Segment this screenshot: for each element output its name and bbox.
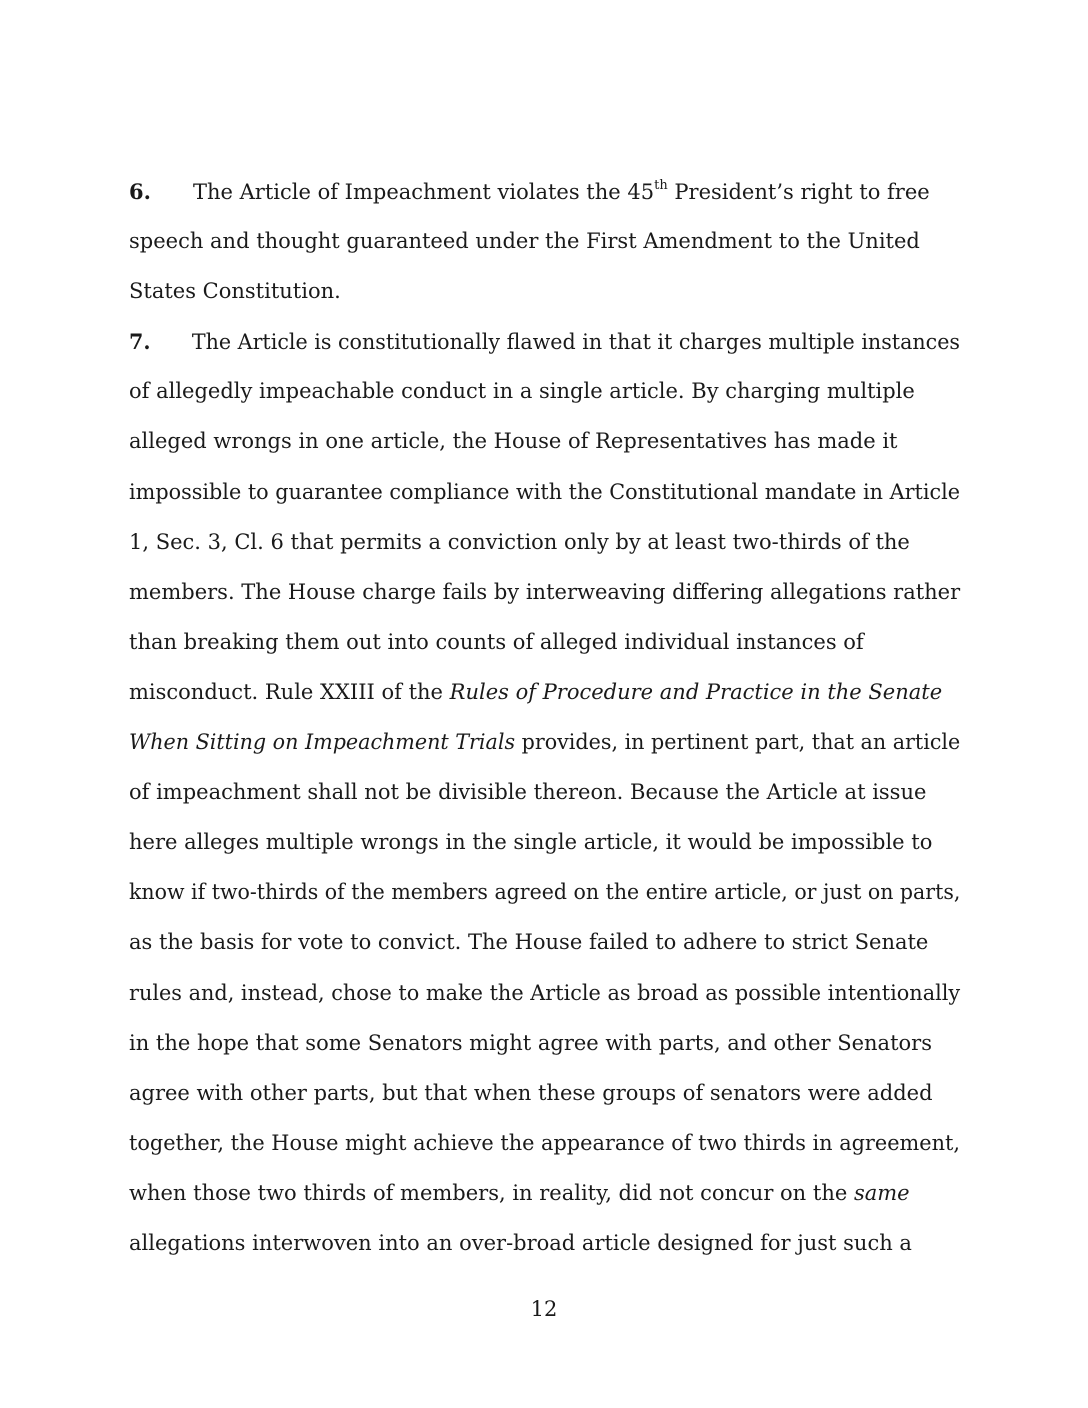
text-span: provides, in pertinent part, that an article [515, 730, 961, 754]
text-span: The Article of Impeachment violates the 45 [193, 180, 655, 204]
text-span: President’s right to free [667, 180, 930, 204]
paragraph-7-line-7: than breaking them out into counts of alleged individual instances of [129, 630, 864, 654]
paragraph-7-line-15: in the hope that some Senators might agree with parts, and other Senators [129, 1031, 932, 1055]
paragraph-7-line-5: 1, Sec. 3, Cl. 6 that permits a conviction only by at least two-thirds of the [129, 530, 910, 554]
paragraph-7-line-10: of impeachment shall not be divisible thereon. Because the Article at issue [129, 780, 927, 804]
paragraph-7-line-19: allegations interwoven into an over-broad article designed for just such a [129, 1231, 912, 1255]
paragraph-7-line-11: here alleges multiple wrongs in the single article, it would be impossible to [129, 830, 933, 854]
paragraph-7-line-1 [129, 331, 960, 353]
paragraph-7-line-3: alleged wrongs in one article, the House of Representatives has made it [129, 429, 898, 453]
paragraph-7-line-16: agree with other parts, but that when these groups of senators were added [129, 1081, 933, 1105]
paragraph-7-number: 7. [129, 329, 151, 354]
paragraph-7-line-6: members. The House charge fails by interweaving differing allegations rather [129, 580, 961, 604]
italic-rule-title: Rules of Procedure and Practice in the Senate [449, 680, 943, 704]
text-span: misconduct. Rule XXIII of the [129, 680, 450, 704]
paragraph-7-line-4: impossible to guarantee compliance with the Constitutional mandate in Article [129, 480, 961, 504]
superscript: th [654, 178, 668, 193]
paragraph-7-line-14: rules and, instead, chose to make the Article as broad as possible intentionally [129, 981, 961, 1005]
paragraph-6-line-3: States Constitution. [129, 279, 341, 303]
paragraph-7-line-13: as the basis for vote to convict. The House failed to adhere to strict Senate [129, 930, 929, 954]
paragraph-7-line-18 [129, 1183, 910, 1204]
paragraph-7-line-17: together, the House might achieve the appearance of two thirds in agreement, [129, 1131, 961, 1155]
paragraph-7-line-12: know if two-thirds of the members agreed on the entire article, or just on parts, [129, 880, 961, 904]
paragraph-7-line-8 [129, 682, 942, 703]
italic-rule-title: When Sitting on Impeachment Trials [129, 730, 516, 754]
text-span: The Article is constitutionally flawed in that it charges multiple instances [191, 330, 961, 354]
text-span: when those two thirds of members, in reality, did not concur on the [129, 1181, 854, 1205]
paragraph-6-number: 6. [129, 179, 151, 204]
paragraph-6-line-2: speech and thought guaranteed under the First Amendment to the United [129, 229, 920, 253]
paragraph-7-line-2: of allegedly impeachable conduct in a single article. By charging multiple [129, 379, 915, 403]
paragraph-7-line-9 [129, 732, 960, 753]
page-number: 12 [530, 1297, 558, 1321]
italic-emphasis: same [853, 1181, 910, 1205]
paragraph-6-line-1 [129, 178, 930, 204]
